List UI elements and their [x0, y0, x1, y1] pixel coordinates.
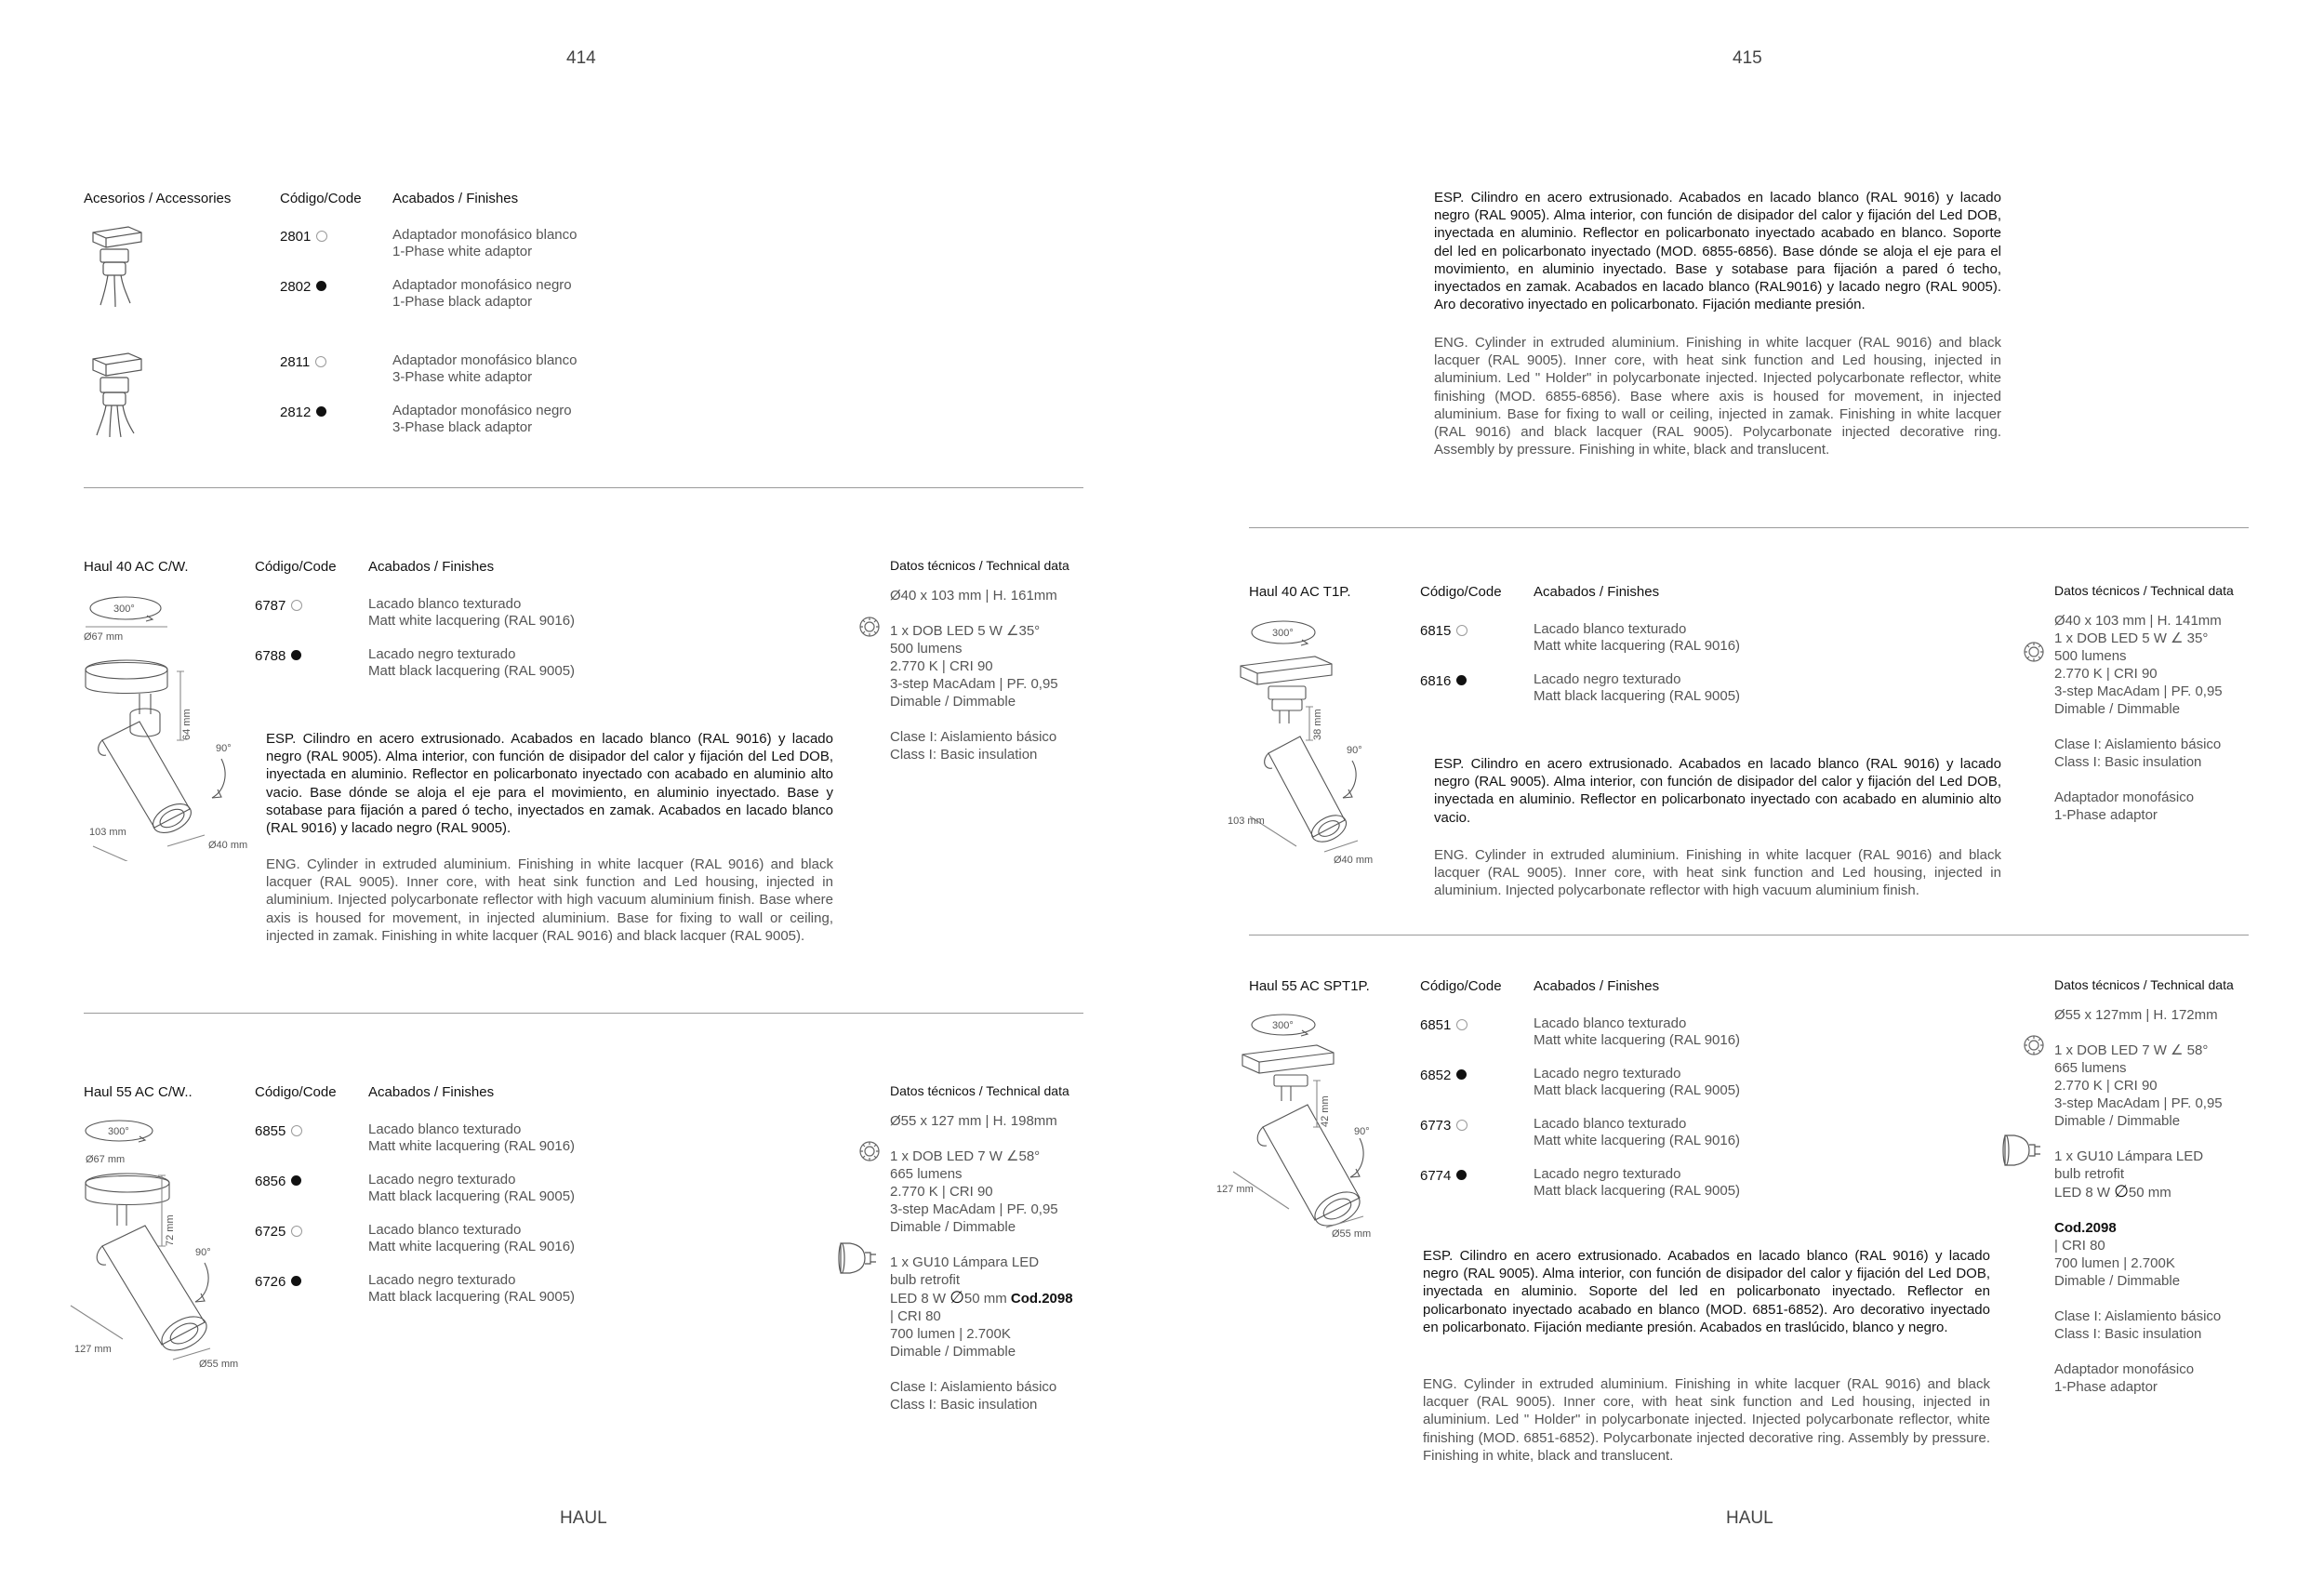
finish-row — [1420, 623, 1467, 640]
tech-led: 665 lumens — [2054, 1060, 2127, 1076]
haul-55-cw-drawing — [65, 1116, 260, 1376]
product-code: 6851 — [1420, 1017, 1452, 1033]
finish-white-swatch — [291, 1226, 302, 1237]
dimension-label: Ø55 mm — [1332, 1228, 1372, 1240]
product-code: 6725 — [255, 1224, 286, 1240]
finish-header: Acabados / Finishes — [1534, 978, 1660, 994]
finish-row — [255, 1224, 302, 1241]
finish-row — [255, 1274, 301, 1291]
description-es: ESP. Cilindro en acero extrusionado. Acabados en lacado blanco (RAL 9016) y lacado negro (RAL 9005). Alma interior, con función de disipador del calor y fijación del Led DOB, inyectada en aluminio. Soporte del led en policarbonato inyectado. Reflector en policarbonato inyectado acabado en blanco (MOD. 6851-6852). Aro decorativo inyectado en policarbonato. Fijación mediante presión. Acabados en traslúcido, blanco y negro. — [1423, 1248, 1990, 1335]
tech-led: Dimable / Dimmable — [2054, 701, 2181, 717]
gu10-bulb-icon — [837, 1240, 880, 1277]
dimension-label: 90° — [195, 1247, 211, 1258]
tech-header: Datos técnicos / Technical data — [2054, 583, 2234, 598]
finish-row — [1420, 1017, 1467, 1034]
finish-es: Lacado negro texturado — [368, 1272, 516, 1288]
product-code: 6815 — [1420, 623, 1452, 639]
tech-header: Datos técnicos / Technical data — [890, 1083, 1069, 1098]
dimension-label: Ø40 mm — [1334, 855, 1374, 866]
tech-gu10: | CRI 80 — [2054, 1238, 2105, 1254]
product-name: Haul 40 AC C/W. — [84, 559, 189, 575]
tech-data — [890, 1112, 1073, 1413]
tech-led: Dimable / Dimmable — [2054, 1113, 2181, 1129]
product-code: 6773 — [1420, 1118, 1452, 1134]
accessories-finish-header: Acabados / Finishes — [392, 191, 519, 206]
finish-en: Matt black lacquering (RAL 9005) — [368, 1188, 576, 1204]
tech-class: Class I: Basic insulation — [2054, 1326, 2202, 1342]
finish-es: Lacado blanco texturado — [1534, 1116, 1687, 1132]
finish-row — [1420, 1118, 1467, 1134]
accessory-row — [280, 354, 326, 371]
description-es: ESP. Cilindro en acero extrusionado. Acabados en lacado blanco (RAL 9016) y lacado negro (RAL 9005). Alma interior, con función de disipador del calor y fijación del Led DOB, inyectada en aluminio. Reflector en policarbonato inyectado acabado en blanco. Soporte del led en policarbonato inyectado (MOD. 6855-6856). Base dónde se aloja el eje para el movimiento, en aluminio inyectado. Base y sotabase para fijación a pared ó techo, inyectados en zamak. Acabados en lacado blanco (RAL9016) y lacado negro (RAL 9005). Aro decorativo inyectado en policarbonato. Fijación mediante presión. — [1434, 190, 2001, 313]
haul-40-t1p-drawing — [1222, 614, 1408, 874]
tech-led: 665 lumens — [890, 1166, 963, 1182]
finish-es: Adaptador monofásico blanco — [392, 352, 578, 368]
tech-class: Class I: Basic insulation — [2054, 754, 2202, 770]
dimension-label: 72 mm — [165, 1214, 176, 1246]
tech-class: Class I: Basic insulation — [890, 747, 1038, 763]
tech-led: Dimable / Dimmable — [890, 1219, 1016, 1235]
description-en: ENG. Cylinder in extruded aluminium. Finishing in white lacquer (RAL 9016) and black lacquer (RAL 9005). Inner core, with heat sink function and Led housing, injected in aluminium. Led " Holder" in polycarbonate injected. Injected polycarbonate reflector, white finishing (MOD. 6855-6856). Base where axis is housed for movement, in injected aluminium. Base for fixing to wall or ceiling, injected in zamak. Finishing in white lacquer (RAL 9016) and black lacquer (RAL 9005). Polycarbonate injected decorative ring. Assembly by pressure. Finishing in white, black and translucent. — [1434, 335, 2001, 458]
product-code: 6852 — [1420, 1068, 1452, 1083]
description-es: ESP. Cilindro en acero extrusionado. Acabados en lacado blanco (RAL 9016) y lacado negro (RAL 9005). Alma interior, con función de disipador del calor y fijación del Led DOB, inyectada en aluminio. Reflector en policarbonato inyectado con acabado en aluminio alto vacio. — [1434, 756, 2001, 826]
finish-black-swatch — [291, 1175, 301, 1186]
finish-es: Lacado negro texturado — [1534, 1166, 1681, 1182]
tech-led: 1 x DOB LED 5 W ∠ 35° — [2054, 630, 2209, 646]
product-code: 6855 — [255, 1123, 286, 1139]
tech-data — [2054, 1006, 2223, 1396]
finish-black-swatch — [1456, 1069, 1467, 1080]
tech-gu10: 700 lumen | 2.700K — [2054, 1255, 2175, 1271]
finish-black-swatch — [1456, 675, 1467, 685]
dimension-label: 90° — [1354, 1126, 1370, 1137]
finish-description — [1534, 1066, 1740, 1099]
tech-class: Clase I: Aislamiento básico — [2054, 736, 2222, 752]
dimension-label: 127 mm — [74, 1344, 112, 1355]
finish-description — [368, 596, 575, 630]
finish-es: Adaptador monofásico negro — [392, 403, 572, 418]
tech-adaptor: Adaptador monofásico — [2054, 790, 2195, 805]
description-es: ESP. Cilindro en acero extrusionado. Acabados en lacado blanco (RAL 9016) y lacado negro (RAL 9005). Alma interior, con función de disipador del calor y fijación del Led DOB, inyectada en aluminio. Reflector en policarbonato inyectado con acabado en aluminio alto vacio. Base dónde se aloja el eje para el movimiento, en aluminio inyectado. Base y sotabase para fijación a pared ó techo, inyectados en zamak. Acabados en lacado blanco (RAL 9016) y lacado negro (RAL 9005). — [266, 731, 833, 837]
tech-led: 1 x DOB LED 5 W ∠35° — [890, 623, 1041, 639]
accessory-finish — [392, 403, 572, 436]
divider — [84, 487, 1083, 488]
finish-row — [1420, 1068, 1467, 1084]
finish-es: Adaptador monofásico blanco — [392, 227, 578, 243]
tech-gu10: 1 x GU10 Lámpara LED — [890, 1254, 1040, 1270]
dimension-label: Ø40 mm — [208, 840, 248, 851]
tech-size: Ø55 x 127mm | H. 172mm — [2054, 1007, 2218, 1023]
led-chip-icon — [858, 616, 881, 638]
finish-description — [1534, 671, 1740, 705]
adaptor-3phase-drawing — [80, 346, 154, 445]
finish-en: Matt white lacquering (RAL 9016) — [368, 1138, 576, 1154]
tech-led: 2.770 K | CRI 90 — [890, 1184, 993, 1200]
led-chip-icon — [858, 1140, 881, 1162]
tech-gu10: bulb retrofit — [890, 1272, 961, 1288]
tech-gu10-power — [890, 1289, 1073, 1307]
tech-class: Clase I: Aislamiento básico — [890, 729, 1057, 745]
tech-gu10-cod: Cod.2098 — [1010, 1291, 1073, 1307]
dimension-label: 300° — [113, 604, 135, 615]
tech-gu10-watts: LED 8 W — [890, 1291, 947, 1307]
finish-en: 3-Phase white adaptor — [392, 369, 533, 385]
adaptor-1phase-drawing — [80, 219, 154, 312]
accessories-header: Acesorios / Accessories — [84, 191, 232, 206]
finish-description — [368, 1121, 575, 1155]
dimension-label: 90° — [1347, 745, 1362, 756]
finish-description — [368, 1222, 575, 1255]
description-en: ENG. Cylinder in extruded aluminium. Finishing in white lacquer (RAL 9016) and black lacquer (RAL 9005). Inner core, with heat sink function and Led housing, injected in aluminium. Injected polycarbonate reflector with high vacuum aluminium finish. Base where axis is housed for movement, in injected aluminium. Base for fixing to wall or ceiling, injected in zamak. Finishing in white lacquer (RAL 9016) and black lacquer (RAL 9005). — [266, 856, 833, 944]
finish-white-swatch — [291, 1125, 302, 1136]
finish-es: Lacado negro texturado — [1534, 1066, 1681, 1081]
code-header: Código/Code — [1420, 978, 1502, 994]
tech-data — [2054, 612, 2223, 824]
product-code: 6774 — [1420, 1168, 1452, 1184]
dimension-label: Ø67 mm — [86, 1154, 126, 1165]
product-code: 6726 — [255, 1274, 286, 1290]
finish-en: 1-Phase white adaptor — [392, 244, 533, 259]
tech-gu10-cod: Cod.2098 — [2054, 1220, 2117, 1236]
accessory-code: 2802 — [280, 279, 312, 295]
accessory-finish — [392, 352, 577, 386]
finish-row — [255, 1123, 302, 1140]
accessory-finish — [392, 227, 577, 260]
dimension-label: Ø67 mm — [84, 631, 124, 643]
finish-description — [368, 646, 575, 680]
finish-es: Lacado blanco texturado — [368, 1121, 522, 1137]
finish-en: 1-Phase black adaptor — [392, 294, 533, 310]
finish-en: Matt white lacquering (RAL 9016) — [1534, 638, 1741, 654]
tech-gu10-power — [2054, 1183, 2223, 1201]
finish-description — [1534, 1015, 1740, 1049]
finish-description — [1534, 1116, 1740, 1149]
diameter-icon: ∅ — [950, 1288, 964, 1307]
product-code: 6856 — [255, 1174, 286, 1189]
tech-adaptor: 1-Phase adaptor — [2054, 1379, 2158, 1395]
tech-led: Dimable / Dimmable — [890, 694, 1016, 710]
tech-led: 3-step MacAdam | PF. 0,95 — [2054, 683, 2223, 699]
haul-55-spt1p-drawing — [1215, 1008, 1410, 1241]
footer-left: HAUL — [560, 1508, 607, 1528]
finish-en: Matt white lacquering (RAL 9016) — [1534, 1133, 1741, 1148]
dimension-label: 64 mm — [181, 709, 193, 740]
tech-gu10: Dimable / Dimmable — [890, 1344, 1016, 1360]
dimension-label: 300° — [1272, 1020, 1294, 1031]
dimension-label: 127 mm — [1216, 1184, 1254, 1195]
tech-adaptor: Adaptador monofásico — [2054, 1361, 2195, 1377]
accessory-row — [280, 405, 326, 421]
accessory-code: 2812 — [280, 405, 312, 420]
dimension-label: 42 mm — [1320, 1095, 1331, 1127]
code-header: Código/Code — [255, 1084, 337, 1100]
accessories-code-header: Código/Code — [280, 191, 362, 206]
tech-led: 3-step MacAdam | PF. 0,95 — [890, 676, 1058, 692]
accessory-code: 2801 — [280, 229, 312, 245]
finish-black-swatch — [316, 281, 326, 291]
tech-size: Ø40 x 103 mm | H. 161mm — [890, 588, 1057, 604]
tech-led: 2.770 K | CRI 90 — [890, 658, 993, 674]
finish-en: Matt black lacquering (RAL 9005) — [1534, 688, 1741, 704]
tech-gu10: Dimable / Dimmable — [2054, 1273, 2181, 1289]
dimension-label: 90° — [216, 743, 232, 754]
finish-description — [1534, 1166, 1740, 1200]
finish-black-swatch — [1456, 1170, 1467, 1180]
gu10-bulb-icon — [2001, 1132, 2044, 1169]
finish-header: Acabados / Finishes — [1534, 584, 1660, 600]
finish-es: Lacado negro texturado — [1534, 671, 1681, 687]
tech-led: 1 x DOB LED 7 W ∠58° — [890, 1148, 1041, 1164]
tech-gu10: 1 x GU10 Lámpara LED — [2054, 1148, 2204, 1164]
finish-black-swatch — [291, 1276, 301, 1286]
tech-led: 3-step MacAdam | PF. 0,95 — [2054, 1095, 2223, 1111]
tech-class: Clase I: Aislamiento básico — [890, 1379, 1057, 1395]
tech-gu10: | CRI 80 — [890, 1308, 941, 1324]
finish-en: Matt black lacquering (RAL 9005) — [368, 1289, 576, 1305]
product-name: Haul 55 AC SPT1P. — [1249, 978, 1370, 994]
tech-class: Class I: Basic insulation — [890, 1397, 1038, 1413]
tech-led: 1 x DOB LED 7 W ∠ 58° — [2054, 1042, 2209, 1058]
finish-black-swatch — [316, 406, 326, 417]
tech-data — [890, 587, 1058, 763]
finish-es: Lacado blanco texturado — [1534, 621, 1687, 637]
code-header: Código/Code — [255, 559, 337, 575]
finish-es: Lacado blanco texturado — [1534, 1015, 1687, 1031]
tech-led: 2.770 K | CRI 90 — [2054, 666, 2158, 682]
dimension-label: 300° — [108, 1126, 129, 1137]
tech-gu10: 700 lumen | 2.700K — [890, 1326, 1011, 1342]
dimension-label: 300° — [1272, 628, 1294, 639]
product-code: 6816 — [1420, 673, 1452, 689]
finish-es: Lacado blanco texturado — [368, 596, 522, 612]
finish-description — [368, 1172, 575, 1205]
finish-black-swatch — [291, 650, 301, 660]
product-code: 6788 — [255, 648, 286, 664]
tech-led: 2.770 K | CRI 90 — [2054, 1078, 2158, 1094]
tech-header: Datos técnicos / Technical data — [890, 558, 1069, 573]
finish-en: Matt white lacquering (RAL 9016) — [1534, 1032, 1741, 1048]
tech-class: Clase I: Aislamiento básico — [2054, 1308, 2222, 1324]
finish-row — [1420, 673, 1467, 690]
code-header: Código/Code — [1420, 584, 1502, 600]
diameter-icon: ∅ — [2114, 1182, 2129, 1201]
accessory-row — [280, 279, 326, 296]
finish-es: Adaptador monofásico negro — [392, 277, 572, 293]
finish-white-swatch — [1456, 1120, 1467, 1131]
accessory-row — [280, 229, 327, 245]
finish-header: Acabados / Finishes — [368, 1084, 495, 1100]
finish-en: Matt white lacquering (RAL 9016) — [368, 1239, 576, 1254]
finish-en: 3-Phase black adaptor — [392, 419, 533, 435]
tech-led: 500 lumens — [890, 641, 963, 657]
finish-en: Matt white lacquering (RAL 9016) — [368, 613, 576, 629]
finish-white-swatch — [1456, 1019, 1467, 1030]
page-number-left: 414 — [566, 48, 596, 68]
dimension-label: Ø55 mm — [199, 1359, 239, 1370]
tech-gu10-diameter: 50 mm — [2128, 1185, 2171, 1201]
finish-es: Lacado negro texturado — [368, 1172, 516, 1188]
finish-row — [1420, 1168, 1467, 1185]
tech-adaptor: 1-Phase adaptor — [2054, 807, 2158, 823]
finish-white-swatch — [316, 231, 327, 242]
finish-description — [1534, 621, 1740, 655]
haul-40-cw-drawing — [74, 591, 260, 861]
tech-gu10-watts: LED 8 W — [2054, 1185, 2111, 1201]
led-chip-icon — [2023, 641, 2045, 663]
finish-en: Matt black lacquering (RAL 9005) — [368, 663, 576, 679]
divider — [1249, 527, 2249, 528]
tech-size: Ø55 x 127 mm | H. 198mm — [890, 1113, 1057, 1129]
tech-gu10: bulb retrofit — [2054, 1166, 2125, 1182]
finish-es: Lacado negro texturado — [368, 646, 516, 662]
finish-row — [255, 598, 302, 615]
tech-led: 500 lumens — [2054, 648, 2127, 664]
finish-en: Matt black lacquering (RAL 9005) — [1534, 1082, 1741, 1098]
finish-header: Acabados / Finishes — [368, 559, 495, 575]
description-en: ENG. Cylinder in extruded aluminium. Finishing in white lacquer (RAL 9016) and black lacquer (RAL 9005). Inner core, with heat sink function and Led housing, injected in aluminium. Injected polycarbonate reflector with high vacuum aluminium finish. — [1434, 847, 2001, 899]
finish-white-swatch — [291, 600, 302, 611]
led-chip-icon — [2023, 1034, 2045, 1056]
finish-white-swatch — [1456, 625, 1467, 636]
tech-gu10-diameter: 50 mm — [963, 1291, 1007, 1307]
dimension-label: 38 mm — [1312, 709, 1323, 740]
finish-row — [255, 648, 301, 665]
dimension-label: 103 mm — [1228, 816, 1265, 827]
footer-right: HAUL — [1726, 1508, 1773, 1528]
tech-led: 3-step MacAdam | PF. 0,95 — [890, 1201, 1058, 1217]
finish-description — [368, 1272, 575, 1306]
page-number-right: 415 — [1733, 48, 1762, 68]
finish-es: Lacado blanco texturado — [368, 1222, 522, 1238]
product-name: Haul 55 AC C/W.. — [84, 1084, 193, 1100]
accessory-code: 2811 — [280, 354, 311, 370]
divider — [84, 1013, 1083, 1014]
product-code: 6787 — [255, 598, 286, 614]
product-name: Haul 40 AC T1P. — [1249, 584, 1351, 600]
finish-white-swatch — [315, 356, 326, 367]
tech-header: Datos técnicos / Technical data — [2054, 977, 2234, 992]
finish-en: Matt black lacquering (RAL 9005) — [1534, 1183, 1741, 1199]
dimension-label: 103 mm — [89, 827, 126, 838]
accessory-finish — [392, 277, 572, 311]
tech-size: Ø40 x 103 mm | H. 141mm — [2054, 613, 2222, 629]
finish-row — [255, 1174, 301, 1190]
description-en: ENG. Cylinder in extruded aluminium. Finishing in white lacquer (RAL 9016) and black lacquer (RAL 9005). Inner core, with heat sink function and Led housing, injected in aluminium. Led " Holder" in polycarbonate injected. Injected polycarbonate reflector, white finishing (MOD. 6851-6852). Polycarbonate injected decorative ring. Assembly by pressure. Finishing in white, black and translucent. — [1423, 1376, 1990, 1464]
